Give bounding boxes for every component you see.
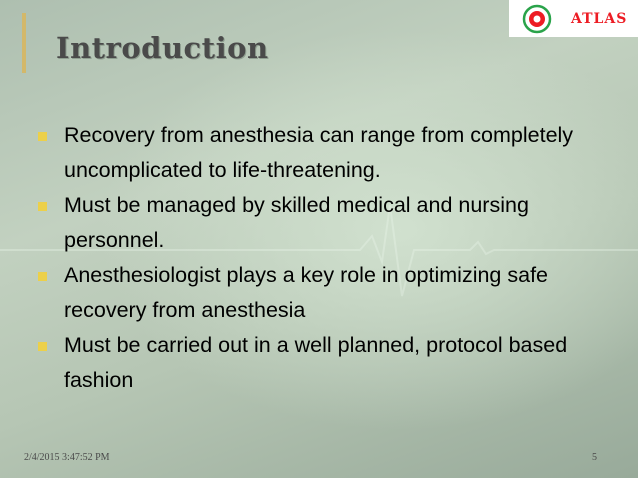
atlas-logo-icon <box>522 4 552 34</box>
bullet-text: Must be managed by skilled medical and nursing personnel. <box>64 193 529 252</box>
bullet-text: Must be carried out in a well planned, protocol based fashion <box>64 333 568 392</box>
footer-page-number: 5 <box>592 452 597 463</box>
atlas-logo-text: ATLAS <box>571 11 628 27</box>
bullet-square-icon <box>38 132 47 141</box>
bullet-square-icon <box>38 342 47 351</box>
bullet-square-icon <box>38 202 47 211</box>
bullet-list <box>38 118 618 398</box>
bullet-text: Anesthesiologist plays a key role in optimizing safe recovery from anesthesia <box>64 263 549 322</box>
bullet-item <box>38 188 618 258</box>
title-accent-bar <box>22 13 26 73</box>
bullet-text: Recovery from anesthesia can range from completely uncomplicated to life-threatening. <box>64 123 574 182</box>
bullet-item <box>38 118 618 188</box>
bullet-item <box>38 328 618 398</box>
slide-title: Introduction <box>56 31 269 65</box>
atlas-logo <box>509 0 638 37</box>
bullet-square-icon <box>38 272 47 281</box>
bullet-item <box>38 258 618 328</box>
footer-date: 2/4/2015 3:47:52 PM <box>24 452 110 463</box>
